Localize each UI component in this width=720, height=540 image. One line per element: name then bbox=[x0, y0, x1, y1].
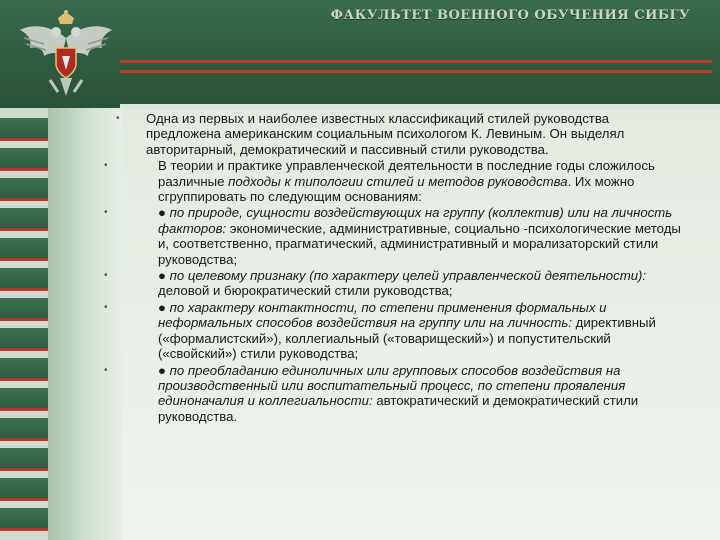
bullet-paragraph bbox=[104, 268, 682, 299]
italic-text: ● по целевому признаку (по характеру целей управленческой деятельности): bbox=[158, 268, 647, 284]
decor-bar bbox=[0, 298, 52, 321]
italic-text: ● по природе, сущности воздействующих на группу (коллектив) или на личность факторов: bbox=[158, 205, 673, 236]
decor-bar bbox=[0, 508, 52, 531]
double-headed-eagle-emblem-icon bbox=[14, 8, 118, 102]
decor-bar bbox=[0, 448, 52, 471]
decor-bar bbox=[0, 118, 52, 141]
decor-bar bbox=[0, 178, 52, 201]
decor-bar bbox=[0, 238, 52, 261]
bullet-marker: • bbox=[104, 301, 108, 313]
decor-bar bbox=[0, 148, 52, 171]
decor-bar bbox=[0, 418, 52, 441]
paragraph-text: . Их можно сгруппировать по следующим основаниям: bbox=[158, 173, 635, 205]
bullet-paragraph bbox=[104, 205, 682, 267]
bullet-paragraph bbox=[104, 299, 682, 362]
decor-bar bbox=[0, 388, 52, 411]
paragraph-text: деловой и бюрократический стили руководства; bbox=[158, 283, 453, 299]
bullet-marker: • bbox=[104, 160, 108, 172]
header-banner bbox=[0, 0, 720, 108]
paragraph-text: Одна из первых и наиболее известных классификаций стилей руководства предложена американским социальным психологом К. Левиным. Он выделял авторитарный, демократический и пассивный стили руководства. bbox=[146, 111, 625, 157]
italic-text: ● по характеру контактности, по степени применения формальных и неформальных способов воздействия на группу или на личность: bbox=[158, 299, 607, 331]
bullet-paragraph bbox=[104, 158, 682, 205]
bullet-marker: • bbox=[104, 364, 108, 376]
slide-text bbox=[104, 111, 682, 425]
decor-bar bbox=[0, 478, 52, 501]
left-gradient-strip bbox=[48, 108, 122, 540]
bullet-marker: • bbox=[116, 113, 120, 124]
paragraph-text: директивный («формалистский»), коллегиальный («товарищеский») и попустительский («свойский») стили руководства; bbox=[158, 315, 656, 362]
faculty-title: ФАКУЛЬТЕТ ВОЕННОГО ОБУЧЕНИЯ СИБГУ bbox=[330, 8, 690, 23]
bullet-marker: • bbox=[104, 207, 108, 219]
decor-bar bbox=[0, 328, 52, 351]
italic-text: ● по преобладанию единоличных или групповых способов воздействия на производственный или воспитательный процесс, по степени проявления единоначалия и коллегиальности: bbox=[158, 362, 626, 409]
decor-bar bbox=[0, 208, 52, 231]
bullet-marker: • bbox=[104, 270, 108, 282]
bullet-paragraph bbox=[116, 111, 682, 157]
paragraph-text: В теории и практике управленческой деятельности в последние годы сложилось различные bbox=[158, 158, 655, 189]
decor-bar bbox=[0, 268, 52, 291]
italic-text: подходы к типологии стилей и методов руководства bbox=[228, 173, 568, 189]
paragraph-text: автократический и демократический стили руководства. bbox=[158, 393, 639, 424]
header-stripe-bottom bbox=[120, 70, 712, 73]
left-decor-column bbox=[0, 108, 48, 540]
decor-bar bbox=[0, 358, 52, 381]
header-stripe-top bbox=[120, 60, 712, 63]
paragraph-text: экономические, административные, социально -психологические методы и, соответственно, прагматический, административный и морализаторский стили руководства; bbox=[158, 220, 681, 267]
bullet-paragraph bbox=[104, 362, 682, 425]
